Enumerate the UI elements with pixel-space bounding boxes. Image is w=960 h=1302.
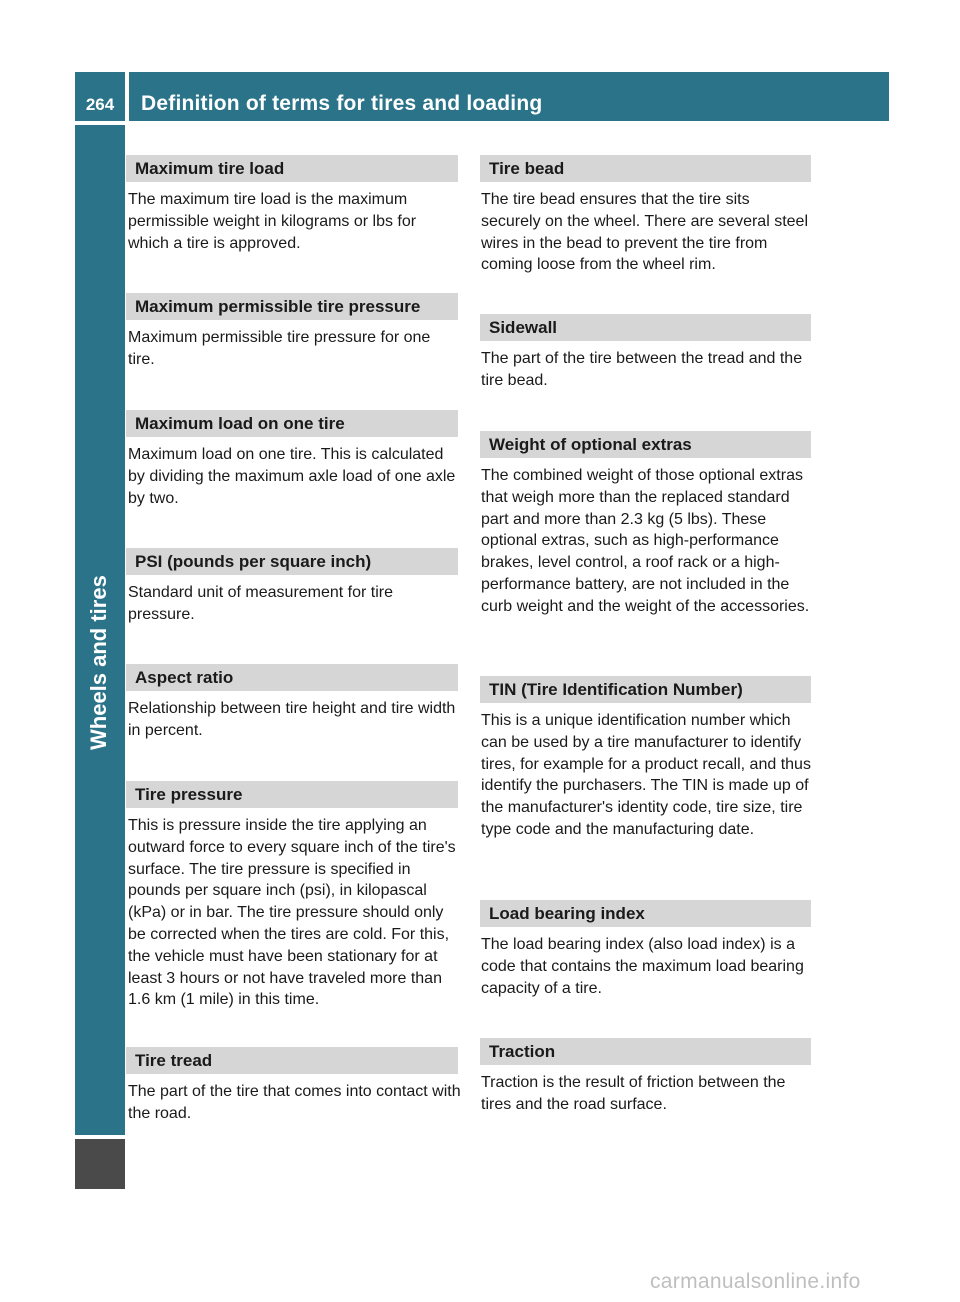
section-text: Maximum load on one tire. This is calculated by dividing the maximum axle load of one axle by two.	[128, 446, 456, 507]
chapter-marker	[75, 1139, 125, 1189]
section-text: The part of the tire that comes into contact with the road.	[128, 1083, 461, 1122]
section-heading: Tire pressure	[126, 781, 458, 808]
section-heading: Tire bead	[480, 155, 811, 182]
section-heading: Weight of optional extras	[480, 431, 811, 458]
page-number: 264	[85, 95, 115, 114]
page-number-box	[75, 72, 125, 121]
chapter-label: Wheels and tires	[86, 575, 111, 750]
section-text: Traction is the result of friction between the tires and the road surface.	[481, 1074, 786, 1113]
section-heading: Traction	[480, 1038, 811, 1065]
section-heading: TIN (Tire Identification Number)	[480, 676, 811, 703]
section-text: Maximum permissible tire pressure for one tire.	[128, 329, 431, 368]
section-heading: PSI (pounds per square inch)	[126, 548, 458, 575]
section-heading: Tire tread	[126, 1047, 458, 1074]
section-text: This is pressure inside the tire applying an outward force to every square inch of the tire's surface. The tire pressure is specified in pounds per square inch (psi), in kilopascal (kPa) or in bar. The tire pressure should only be corrected when the tires are cold. For this, the vehicle must have been stationary for at least 3 hours or not have traveled more than 1.6 km (1 mile) in this time.	[128, 817, 456, 1009]
page-title-bar	[129, 72, 889, 121]
section-heading: Sidewall	[480, 314, 811, 341]
page-title: Definition of terms for tires and loading	[141, 92, 543, 115]
section-heading: Maximum tire load	[126, 155, 458, 182]
section-text: The maximum tire load is the maximum permissible weight in kilograms or lbs for which a tire is approved.	[128, 191, 417, 252]
section-heading: Maximum load on one tire	[126, 410, 458, 437]
section-heading: Aspect ratio	[126, 664, 458, 691]
watermark: carmanualsonline.info	[650, 1270, 861, 1293]
section-text: Standard unit of measurement for tire pressure.	[128, 584, 394, 623]
section-heading: Maximum permissible tire pressure	[126, 293, 458, 320]
section-text: The load bearing index (also load index) is a code that contains the maximum load bearing capacity of a tire.	[481, 936, 804, 997]
section-text: The combined weight of those optional extras that weigh more than the replaced standard part and more than 2.3 kg (5 lbs). These optional extras, such as high-performance brakes, level control, a roof rack or a high-performance battery, are not included in the curb weight and the weight of the accessories.	[481, 467, 810, 615]
section-text: This is a unique identification number which can be used by a tire manufacturer to identify tires, for example for a product recall, and thus identify the purchasers. The TIN is made up of the manufacturer's identity code, tire size, tire type code and the manufacturing date.	[481, 712, 811, 838]
section-text: The tire bead ensures that the tire sits securely on the wheel. There are several steel wires in the bead to prevent the tire from coming loose from the wheel rim.	[481, 191, 808, 274]
section-heading: Load bearing index	[480, 900, 811, 927]
section-text: The part of the tire between the tread and the tire bead.	[481, 350, 803, 389]
section-text: Relationship between tire height and tire width in percent.	[128, 700, 456, 739]
